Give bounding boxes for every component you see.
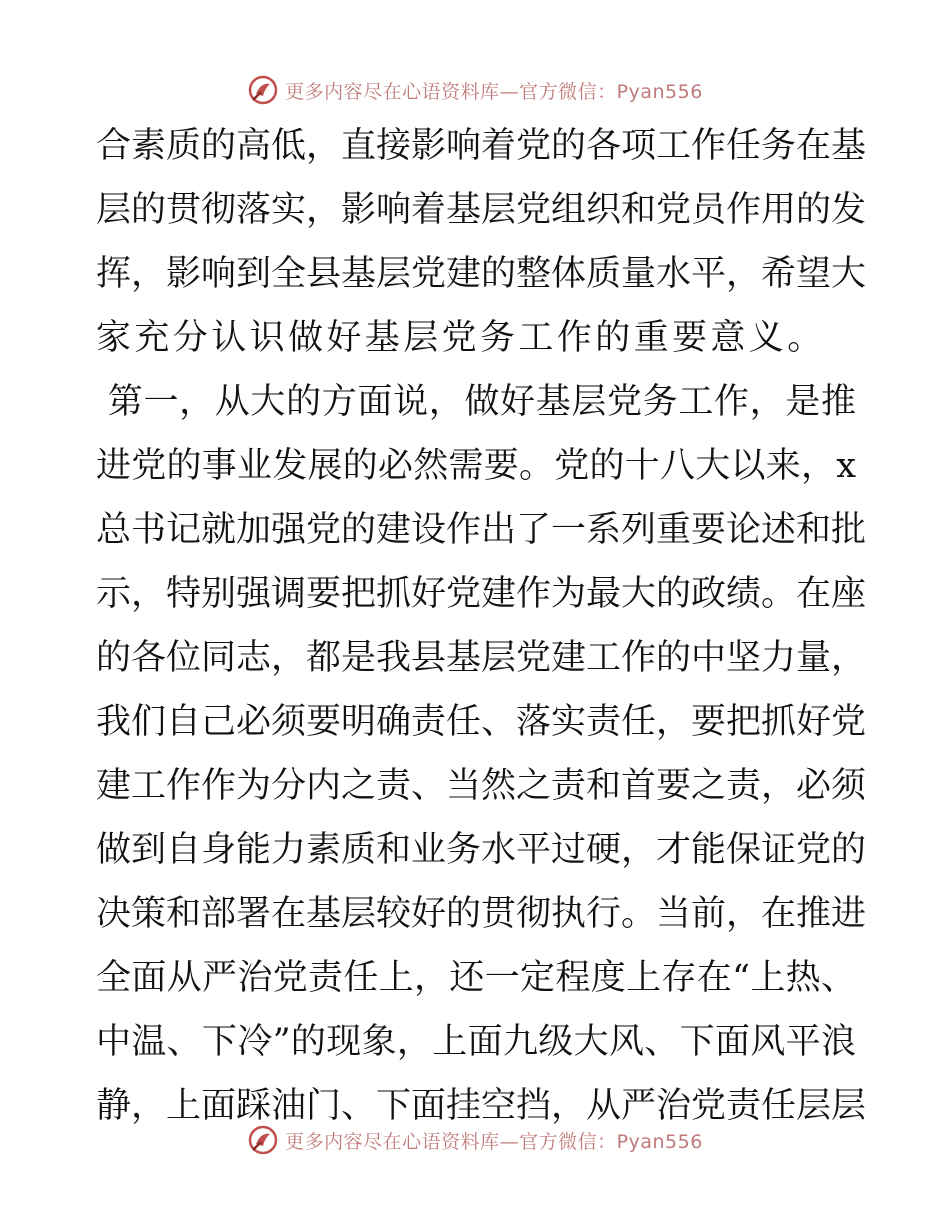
brand-logo-icon <box>247 74 279 106</box>
watermark-label: 更多内容尽在心语资料库—官方微信： <box>285 1130 617 1153</box>
watermark-text <box>285 77 703 104</box>
text-line: 总书记就加强党的建设作出了一系列重要论述和批 <box>96 510 867 550</box>
text-line: 中温、下冷”的现象，上面九级大风、下面风平浪 <box>96 1022 856 1062</box>
watermark-label: 更多内容尽在心语资料库—官方微信： <box>285 80 617 103</box>
watermark-id: Pyan556 <box>616 1130 703 1153</box>
text-line: 进党的事业发展的必然需要。党的十八大以来，x <box>96 446 856 486</box>
text-line: 做到自身能力素质和业务水平过硬，才能保证党的 <box>96 830 867 870</box>
header-watermark <box>0 70 950 110</box>
text-line: 合素质的高低，直接影响着党的各项工作任务在基 <box>96 126 867 166</box>
text-line: 静，上面踩油门、下面挂空挡，从严治党责任层层 <box>96 1086 867 1126</box>
text-line: 全面从严治党责任上，还一定程度上存在“上热、 <box>96 958 856 998</box>
text-line: 决策和部署在基层较好的贯彻执行。当前，在推进 <box>96 894 867 934</box>
text-line: 建工作作为分内之责、当然之责和首要之责，必须 <box>96 766 867 806</box>
watermark-text <box>285 1127 703 1154</box>
document-body <box>96 123 867 1147</box>
text-line: 示，特别强调要把抓好党建作为最大的政绩。在座 <box>96 574 867 614</box>
footer-watermark <box>0 1120 950 1160</box>
text-line: 第一，从大的方面说，做好基层党务工作，是推 <box>96 382 856 422</box>
text-line: 我们自己必须要明确责任、落实责任，要把抓好党 <box>96 702 867 742</box>
paragraph <box>96 379 867 1130</box>
text-line: 家充分认识做好基层党务工作的重要意义。 <box>96 318 826 358</box>
paragraph <box>96 123 867 362</box>
watermark-id: Pyan556 <box>616 80 703 103</box>
brand-logo-icon <box>247 1124 279 1156</box>
text-line: 的各位同志，都是我县基层党建工作的中坚力量， <box>96 638 867 678</box>
text-line: 层的贯彻落实，影响着基层党组织和党员作用的发 <box>96 190 867 230</box>
text-line: 挥，影响到全县基层党建的整体质量水平，希望大 <box>96 254 867 294</box>
